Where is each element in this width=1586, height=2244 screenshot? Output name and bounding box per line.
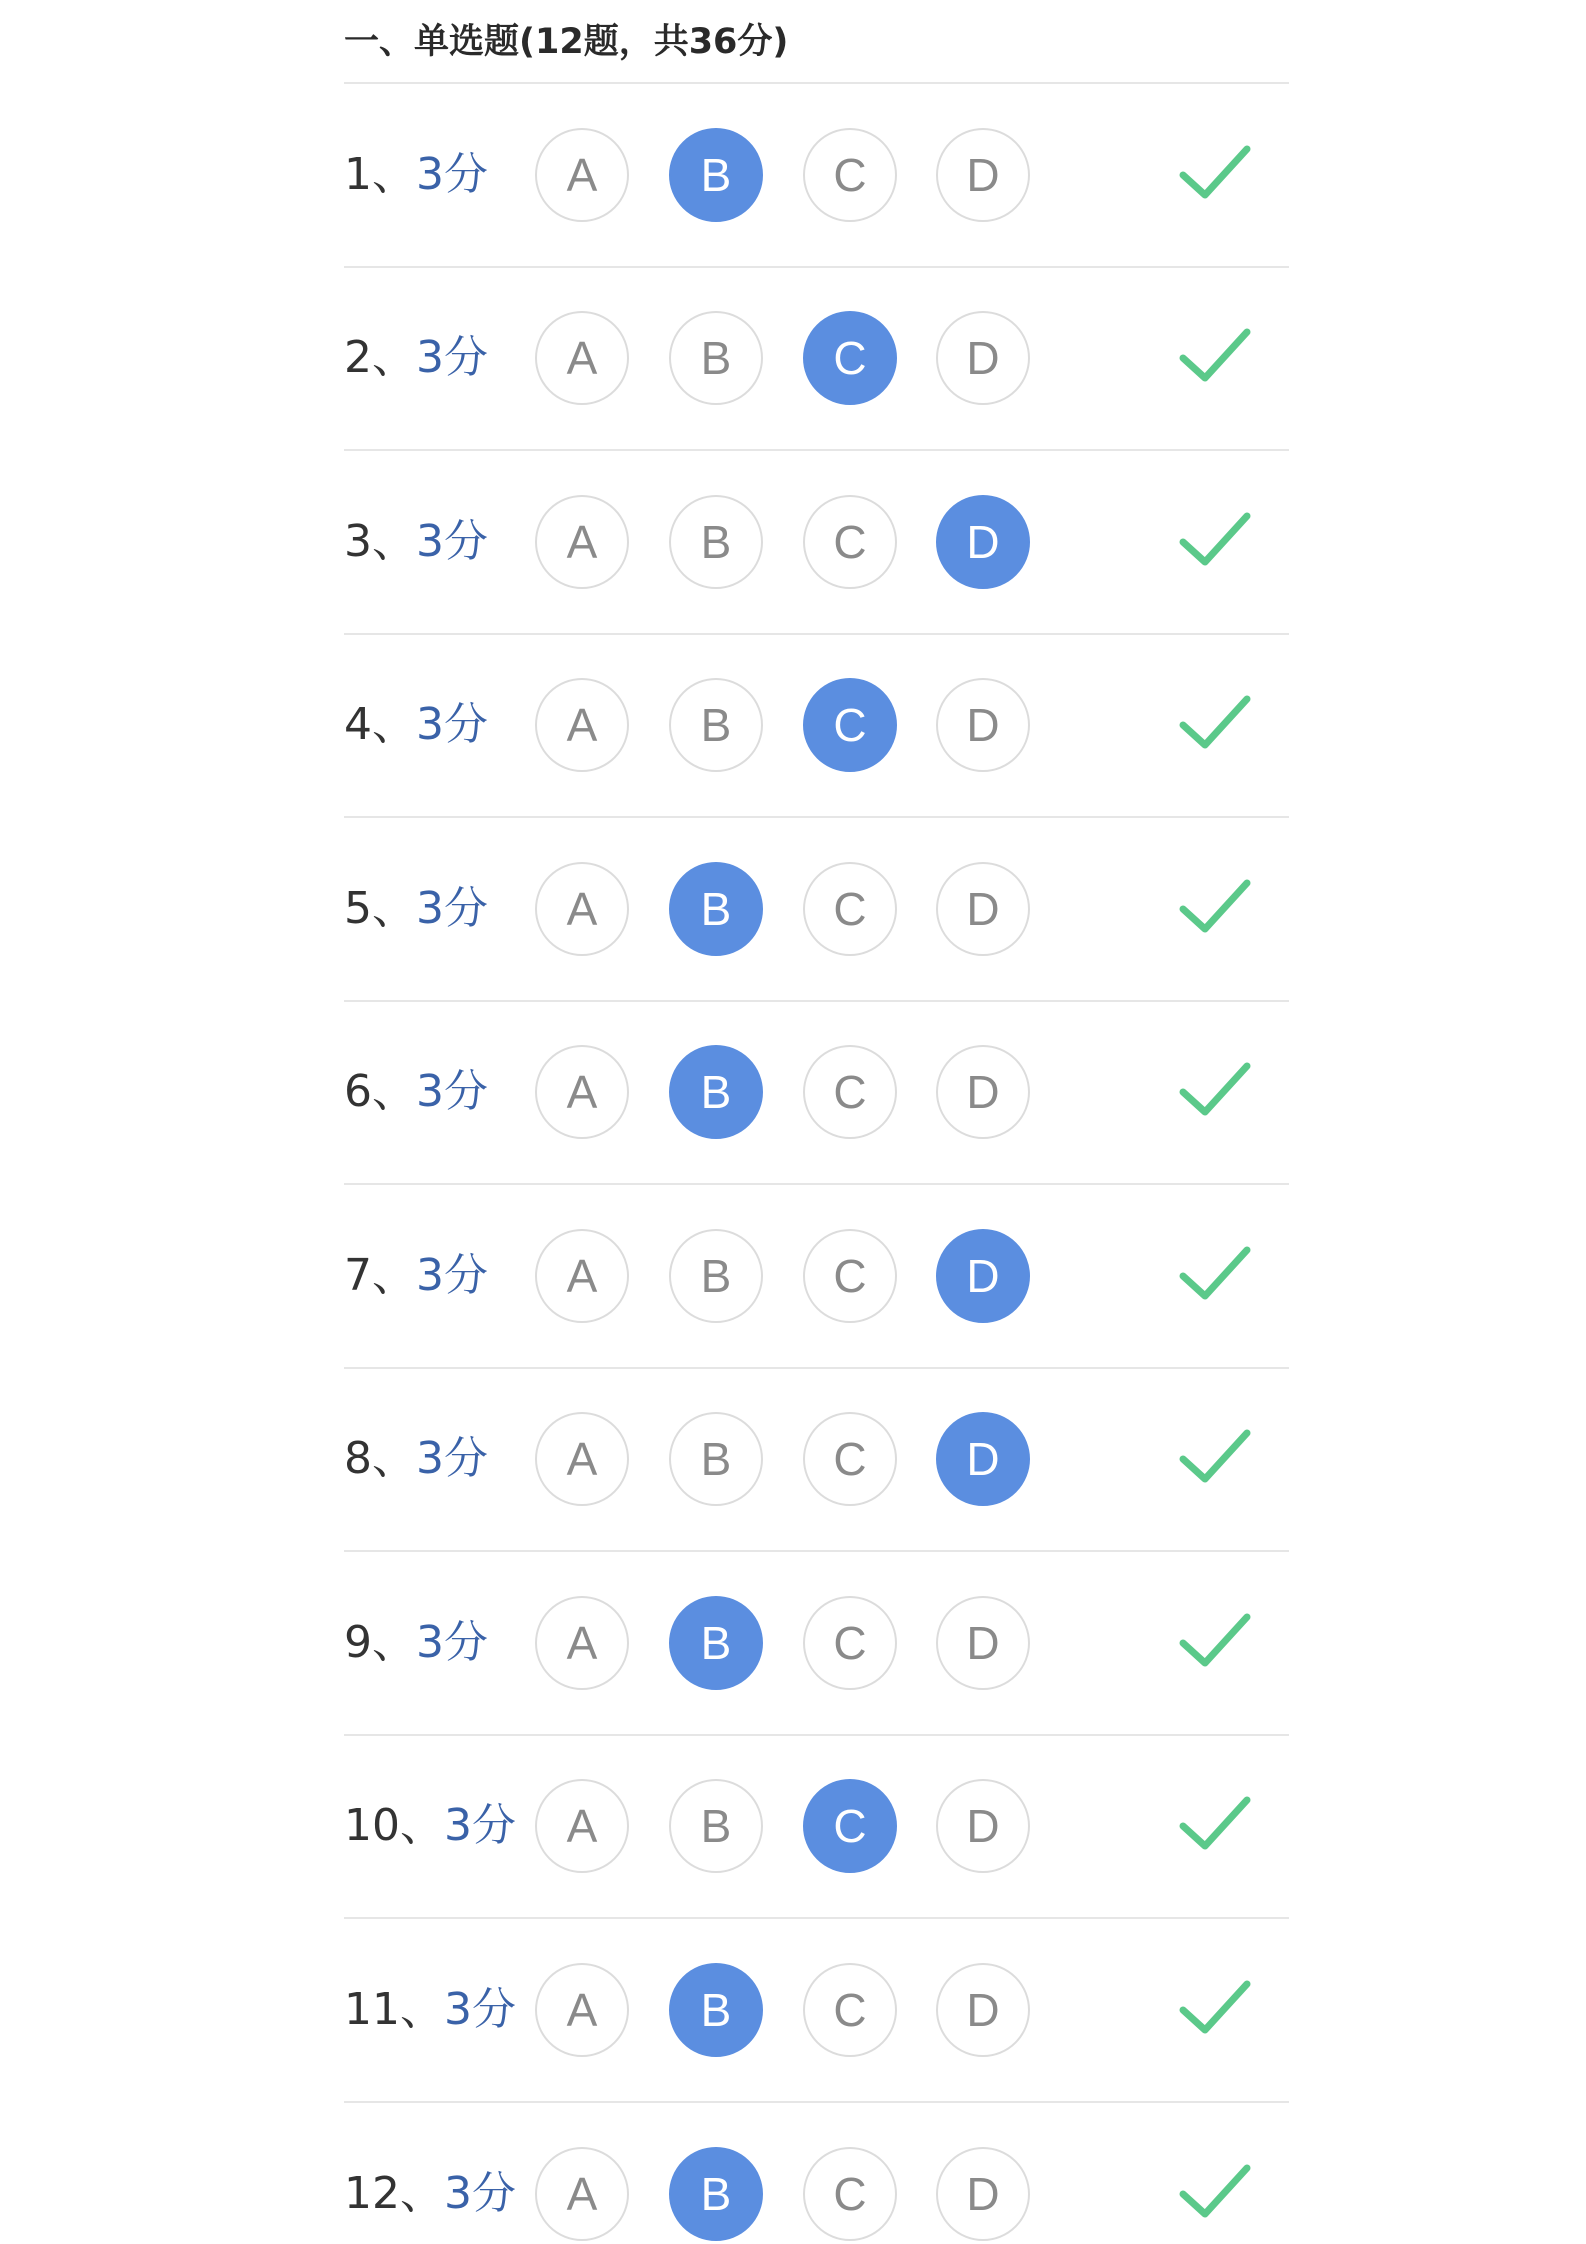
option-b-button[interactable]: B — [669, 1412, 763, 1506]
question-number: 6、 — [344, 1066, 416, 1118]
question-row — [344, 1002, 1289, 1186]
question-row — [344, 635, 1289, 819]
option-b-button[interactable]: B — [669, 1779, 763, 1873]
option-a-button[interactable]: A — [535, 862, 629, 956]
question-row — [344, 1369, 1289, 1553]
question-score: 3分 — [416, 699, 488, 751]
question-score: 3分 — [416, 1616, 488, 1668]
section-title: 一、单选题(12题，共36分) — [344, 22, 789, 62]
option-a-button[interactable]: A — [535, 1963, 629, 2057]
option-d-button[interactable]: D — [936, 678, 1030, 772]
question-label — [344, 1062, 488, 1122]
question-score: 3分 — [416, 1066, 488, 1118]
option-c-button[interactable]: C — [803, 495, 897, 589]
question-label — [344, 1246, 488, 1306]
checkmark-icon — [1179, 143, 1251, 203]
question-number: 2、 — [344, 332, 416, 384]
option-d-button[interactable]: D — [936, 2147, 1030, 2241]
question-number: 10、 — [344, 1800, 444, 1852]
option-d-button[interactable]: D — [936, 862, 1030, 956]
question-label — [344, 2164, 516, 2224]
option-c-button[interactable]: C — [803, 1596, 897, 1690]
option-b-button[interactable]: B — [669, 862, 763, 956]
option-c-button[interactable]: C — [803, 1963, 897, 2057]
question-number: 3、 — [344, 515, 416, 567]
question-label — [344, 145, 488, 205]
question-row — [344, 451, 1289, 635]
option-d-button[interactable]: D — [936, 128, 1030, 222]
question-row — [344, 84, 1289, 268]
question-label — [344, 328, 488, 388]
option-b-button[interactable]: B — [669, 678, 763, 772]
option-b-button[interactable]: B — [669, 1045, 763, 1139]
option-c-button[interactable]: C — [803, 1229, 897, 1323]
option-c-button[interactable]: C — [803, 1045, 897, 1139]
option-c-button[interactable]: C — [803, 678, 897, 772]
question-row — [344, 1736, 1289, 1920]
question-score: 3分 — [444, 1800, 516, 1852]
checkmark-icon — [1179, 1060, 1251, 1120]
option-c-button[interactable]: C — [803, 128, 897, 222]
option-d-button[interactable]: D — [936, 1779, 1030, 1873]
question-label — [344, 1980, 516, 2040]
question-number: 11、 — [344, 1983, 444, 2035]
option-b-button[interactable]: B — [669, 495, 763, 589]
question-number: 12、 — [344, 2168, 444, 2220]
option-c-button[interactable]: C — [803, 1779, 897, 1873]
option-d-button[interactable]: D — [936, 1045, 1030, 1139]
option-c-button[interactable]: C — [803, 862, 897, 956]
option-a-button[interactable]: A — [535, 495, 629, 589]
question-label — [344, 695, 488, 755]
question-list — [344, 84, 1289, 2244]
option-c-button[interactable]: C — [803, 311, 897, 405]
question-label — [344, 1796, 516, 1856]
option-d-button[interactable]: D — [936, 495, 1030, 589]
checkmark-icon — [1179, 1427, 1251, 1487]
option-d-button[interactable]: D — [936, 1229, 1030, 1323]
checkmark-icon — [1179, 326, 1251, 386]
option-a-button[interactable]: A — [535, 2147, 629, 2241]
question-row — [344, 1185, 1289, 1369]
question-number: 5、 — [344, 882, 416, 934]
option-b-button[interactable]: B — [669, 1963, 763, 2057]
option-a-button[interactable]: A — [535, 1412, 629, 1506]
option-d-button[interactable]: D — [936, 1412, 1030, 1506]
checkmark-icon — [1179, 510, 1251, 570]
question-score: 3分 — [444, 2168, 516, 2220]
option-d-button[interactable]: D — [936, 311, 1030, 405]
option-a-button[interactable]: A — [535, 1229, 629, 1323]
question-row — [344, 2103, 1289, 2244]
checkmark-icon — [1179, 1611, 1251, 1671]
checkmark-icon — [1179, 693, 1251, 753]
checkmark-icon — [1179, 2162, 1251, 2222]
checkmark-icon — [1179, 1244, 1251, 1304]
option-d-button[interactable]: D — [936, 1963, 1030, 2057]
option-a-button[interactable]: A — [535, 1779, 629, 1873]
question-score: 3分 — [416, 1433, 488, 1485]
question-score: 3分 — [416, 1249, 488, 1301]
option-c-button[interactable]: C — [803, 2147, 897, 2241]
question-score: 3分 — [416, 148, 488, 200]
option-a-button[interactable]: A — [535, 128, 629, 222]
question-label — [344, 1613, 488, 1673]
checkmark-icon — [1179, 877, 1251, 937]
option-c-button[interactable]: C — [803, 1412, 897, 1506]
question-label — [344, 879, 488, 939]
option-b-button[interactable]: B — [669, 128, 763, 222]
question-row — [344, 1552, 1289, 1736]
option-a-button[interactable]: A — [535, 311, 629, 405]
question-number: 1、 — [344, 148, 416, 200]
checkmark-icon — [1179, 1978, 1251, 2038]
question-row — [344, 268, 1289, 452]
option-a-button[interactable]: A — [535, 678, 629, 772]
question-score: 3分 — [444, 1983, 516, 2035]
question-number: 7、 — [344, 1249, 416, 1301]
question-score: 3分 — [416, 882, 488, 934]
option-d-button[interactable]: D — [936, 1596, 1030, 1690]
question-score: 3分 — [416, 332, 488, 384]
question-label — [344, 512, 488, 572]
option-b-button[interactable]: B — [669, 1596, 763, 1690]
checkmark-icon — [1179, 1794, 1251, 1854]
option-a-button[interactable]: A — [535, 1045, 629, 1139]
option-b-button[interactable]: B — [669, 1229, 763, 1323]
option-b-button[interactable]: B — [669, 2147, 763, 2241]
question-label — [344, 1429, 488, 1489]
option-a-button[interactable]: A — [535, 1596, 629, 1690]
question-score: 3分 — [416, 515, 488, 567]
question-number: 9、 — [344, 1616, 416, 1668]
option-b-button[interactable]: B — [669, 311, 763, 405]
question-row — [344, 818, 1289, 1002]
question-row — [344, 1919, 1289, 2103]
question-number: 4、 — [344, 699, 416, 751]
question-number: 8、 — [344, 1433, 416, 1485]
